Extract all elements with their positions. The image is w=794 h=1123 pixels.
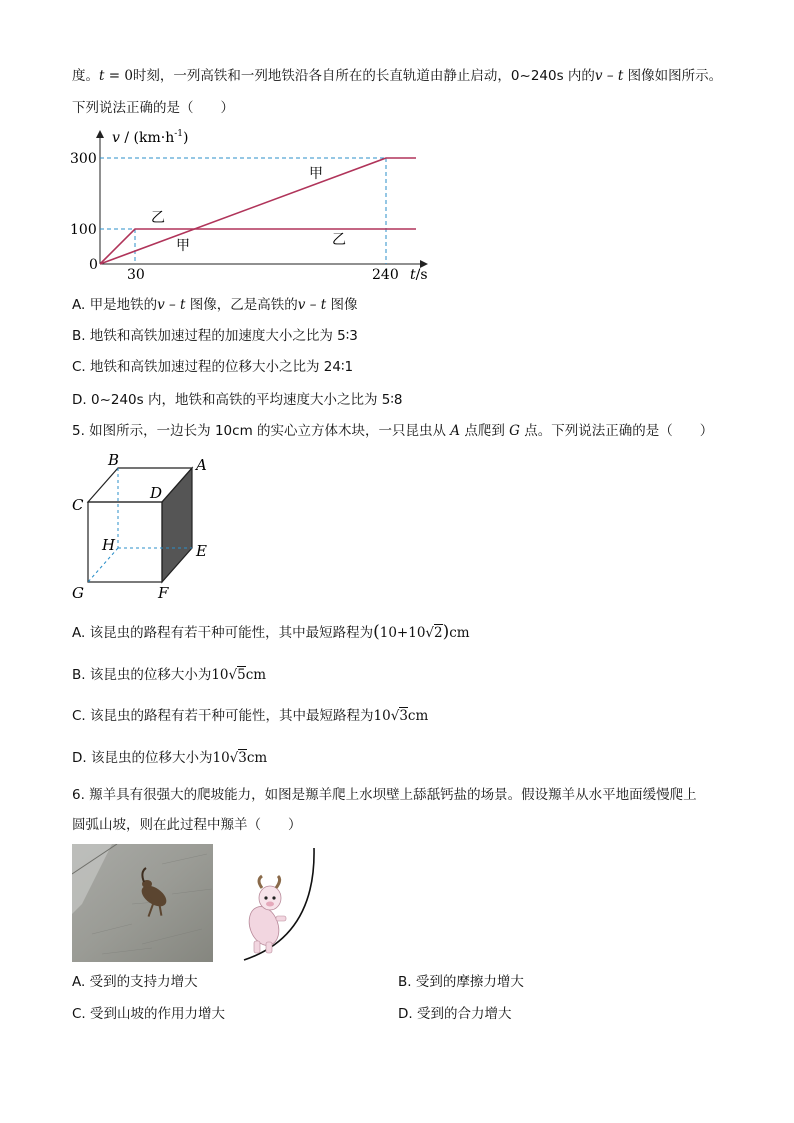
label-jia-top: 甲 — [309, 166, 323, 182]
q6-option-b: B. 受到的摩擦力增大 — [398, 974, 524, 990]
q4-option-b: B. 地铁和高铁加速过程的加速度大小之比为 5∶3 — [72, 328, 358, 344]
q4-option-d: D. 0~240s 内，地铁和高铁的平均速度大小之比为 5∶8 — [72, 392, 403, 408]
label-yi-low: 乙 — [332, 232, 346, 248]
vertex-d: D — [150, 484, 163, 502]
q6-stem-line1: 6. 羱羊具有很强大的爬坡能力，如图是羱羊爬上水坝壁上舔舐钙盐的场景。假设羱羊从水平地面缓慢爬上 — [72, 787, 697, 803]
vertex-h: H — [102, 536, 116, 554]
x-axis-var: t — [410, 267, 416, 283]
y-axis-close: ) — [183, 130, 189, 146]
q5-stem: 5. 如图所示，一边长为 10cm 的实心立方体木块，一只昆虫从 A 点爬到 G 点。下列说法正确的是（ ） — [72, 423, 714, 439]
vertex-f: F — [158, 584, 169, 602]
q5-option-a: A. 该昆虫的路程有若干种可能性，其中最短路程为(10+10√2)cm — [72, 622, 470, 642]
vt-graph — [60, 126, 440, 286]
line-jia — [100, 158, 416, 264]
q4-option-a: A. 甲是地铁的v – t 图像，乙是高铁的v – t 图像 — [72, 297, 358, 313]
q5-option-c: C. 该昆虫的路程有若干种可能性，其中最短路程为10√3cm — [72, 708, 429, 724]
x-tick-30: 30 — [127, 267, 145, 283]
vertex-g: G — [72, 584, 84, 602]
y-axis-var: v — [112, 130, 120, 146]
y-tick-300: 300 — [70, 151, 97, 167]
svg-text:t/s — [410, 267, 428, 283]
svg-text:v / (km·h-1) — [112, 129, 188, 146]
ibex-dam-photo — [72, 844, 213, 962]
vt-symbol: v – t — [594, 68, 624, 84]
x-tick-240: 240 — [372, 267, 399, 283]
vertex-e: E — [196, 542, 207, 560]
goat-slope-figure — [236, 846, 322, 964]
q6-option-d: D. 受到的合力增大 — [398, 1006, 512, 1022]
q6-option-a: A. 受到的支持力增大 — [72, 974, 198, 990]
vertex-c: C — [72, 496, 84, 514]
var-t: t — [99, 68, 105, 84]
label-yi-top: 乙 — [151, 210, 165, 226]
cube-front-face — [88, 502, 162, 582]
y-tick-100: 100 — [70, 222, 97, 238]
label-jia-low: 甲 — [176, 238, 190, 254]
origin-label: 0 — [89, 257, 98, 273]
y-axis-unit: / (km·h — [119, 130, 175, 146]
q5-option-b: B. 该昆虫的位移大小为10√5cm — [72, 667, 267, 683]
x-axis-unit: /s — [415, 267, 428, 283]
q6-option-c: C. 受到山坡的作用力增大 — [72, 1006, 226, 1022]
q4-stem-line1: 度。t = 0时刻，一列高铁和一列地铁沿各自所在的长直轨道由静止启动，0~240s 内的v – t 图像如图所示。 — [72, 68, 723, 84]
q6-stem-line2: 圆弧山坡，则在此过程中羱羊（ ） — [72, 817, 302, 833]
cube-figure — [66, 452, 216, 604]
y-axis-exp: -1 — [174, 129, 184, 139]
q5-option-d: D. 该昆虫的位移大小为10√3cm — [72, 750, 268, 766]
vertex-a: A — [196, 456, 207, 474]
q4-option-c: C. 地铁和高铁加速过程的位移大小之比为 24∶1 — [72, 359, 354, 375]
vertex-b: B — [108, 452, 120, 469]
q4-stem-line2: 下列说法正确的是（ ） — [72, 100, 234, 116]
